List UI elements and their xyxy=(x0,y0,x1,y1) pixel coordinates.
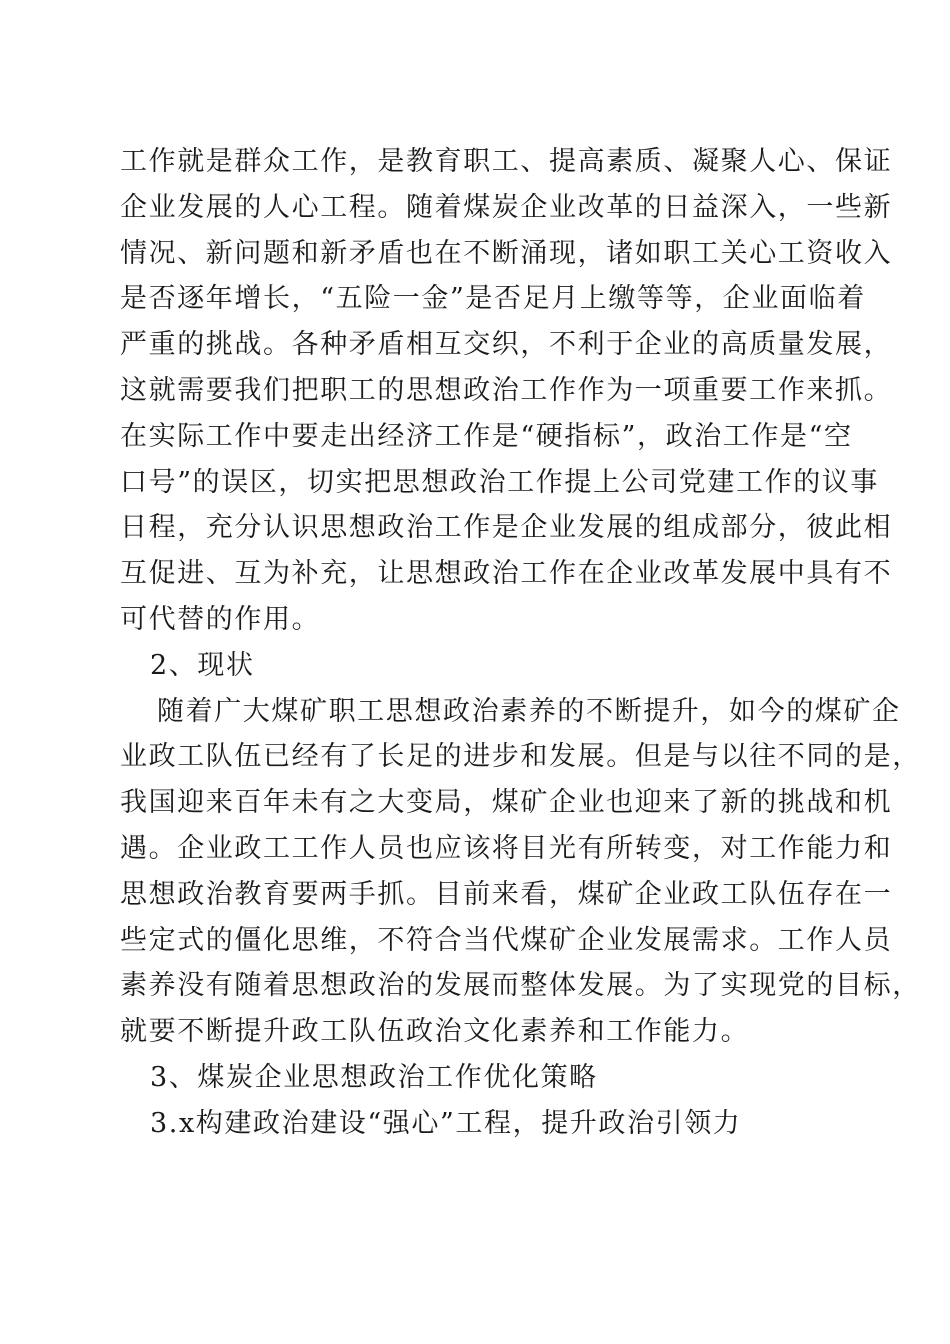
paragraph-line: 可代替的作用。 xyxy=(120,603,321,635)
paragraph xyxy=(120,139,893,643)
paragraph-line: 互促进、互为补充，让思想政治工作在企业改革发展中具有不 xyxy=(120,558,893,590)
subsection-heading-3-1: 3.x构建政治建设“强心”工程，提升政治引领力 xyxy=(150,1107,742,1139)
section-heading-2: 2、现状 xyxy=(150,649,255,681)
paragraph-line: 思想政治教育要两手抓。目前来看，煤矿企业政工队伍存在一 xyxy=(120,878,893,910)
paragraph-line: 遇。企业政工工作人员也应该将目光有所转变，对工作能力和 xyxy=(120,832,893,864)
paragraph-line: 口号”的误区，切实把思想政治工作提上公司党建工作的议事 xyxy=(120,466,880,498)
paragraph-line: 随着广大煤矿职工思想政治素养的不断提升，如今的煤矿企 xyxy=(157,695,901,727)
paragraph-line: 严重的挑战。各种矛盾相互交织，不利于企业的高质量发展， xyxy=(120,329,893,361)
paragraph-line: 就要不断提升政工队伍政治文化素养和工作能力。 xyxy=(120,1016,750,1048)
paragraph-line: 这就需要我们把职工的思想政治工作作为一项重要工作来抓。 xyxy=(120,374,893,406)
section-heading-3: 3、煤炭企业思想政治工作优化策略 xyxy=(150,1061,598,1093)
paragraph-line: 情况、新问题和新矛盾也在不断涌现，诸如职工关心工资收入 xyxy=(120,237,893,269)
paragraph-line: 素养没有随着思想政治的发展而整体发展。为了实现党的目标， xyxy=(120,970,921,1002)
paragraph-line: 是否逐年增长，“五险一金”是否足月上缴等等，企业面临着 xyxy=(120,283,866,315)
paragraph-line: 业政工队伍已经有了长足的进步和发展。但是与以往不同的是， xyxy=(120,741,921,773)
paragraph-line: 工作就是群众工作，是教育职工、提高素质、凝聚人心、保证 xyxy=(120,146,893,177)
paragraph-line: 在实际工作中要走出经济工作是“硬指标”，政治工作是“空 xyxy=(120,420,853,452)
paragraph xyxy=(120,689,921,1055)
paragraph-line: 我国迎来百年未有之大变局，煤矿企业也迎来了新的挑战和机 xyxy=(120,787,893,819)
document-body xyxy=(120,139,921,1147)
paragraph-line: 企业发展的人心工程。随着煤炭企业改革的日益深入，一些新 xyxy=(120,191,893,223)
paragraph-line: 些定式的僵化思维，不符合当代煤矿企业发展需求。工作人员 xyxy=(120,924,893,956)
paragraph-line: 日程，充分认识思想政治工作是企业发展的组成部分，彼此相 xyxy=(120,512,893,544)
